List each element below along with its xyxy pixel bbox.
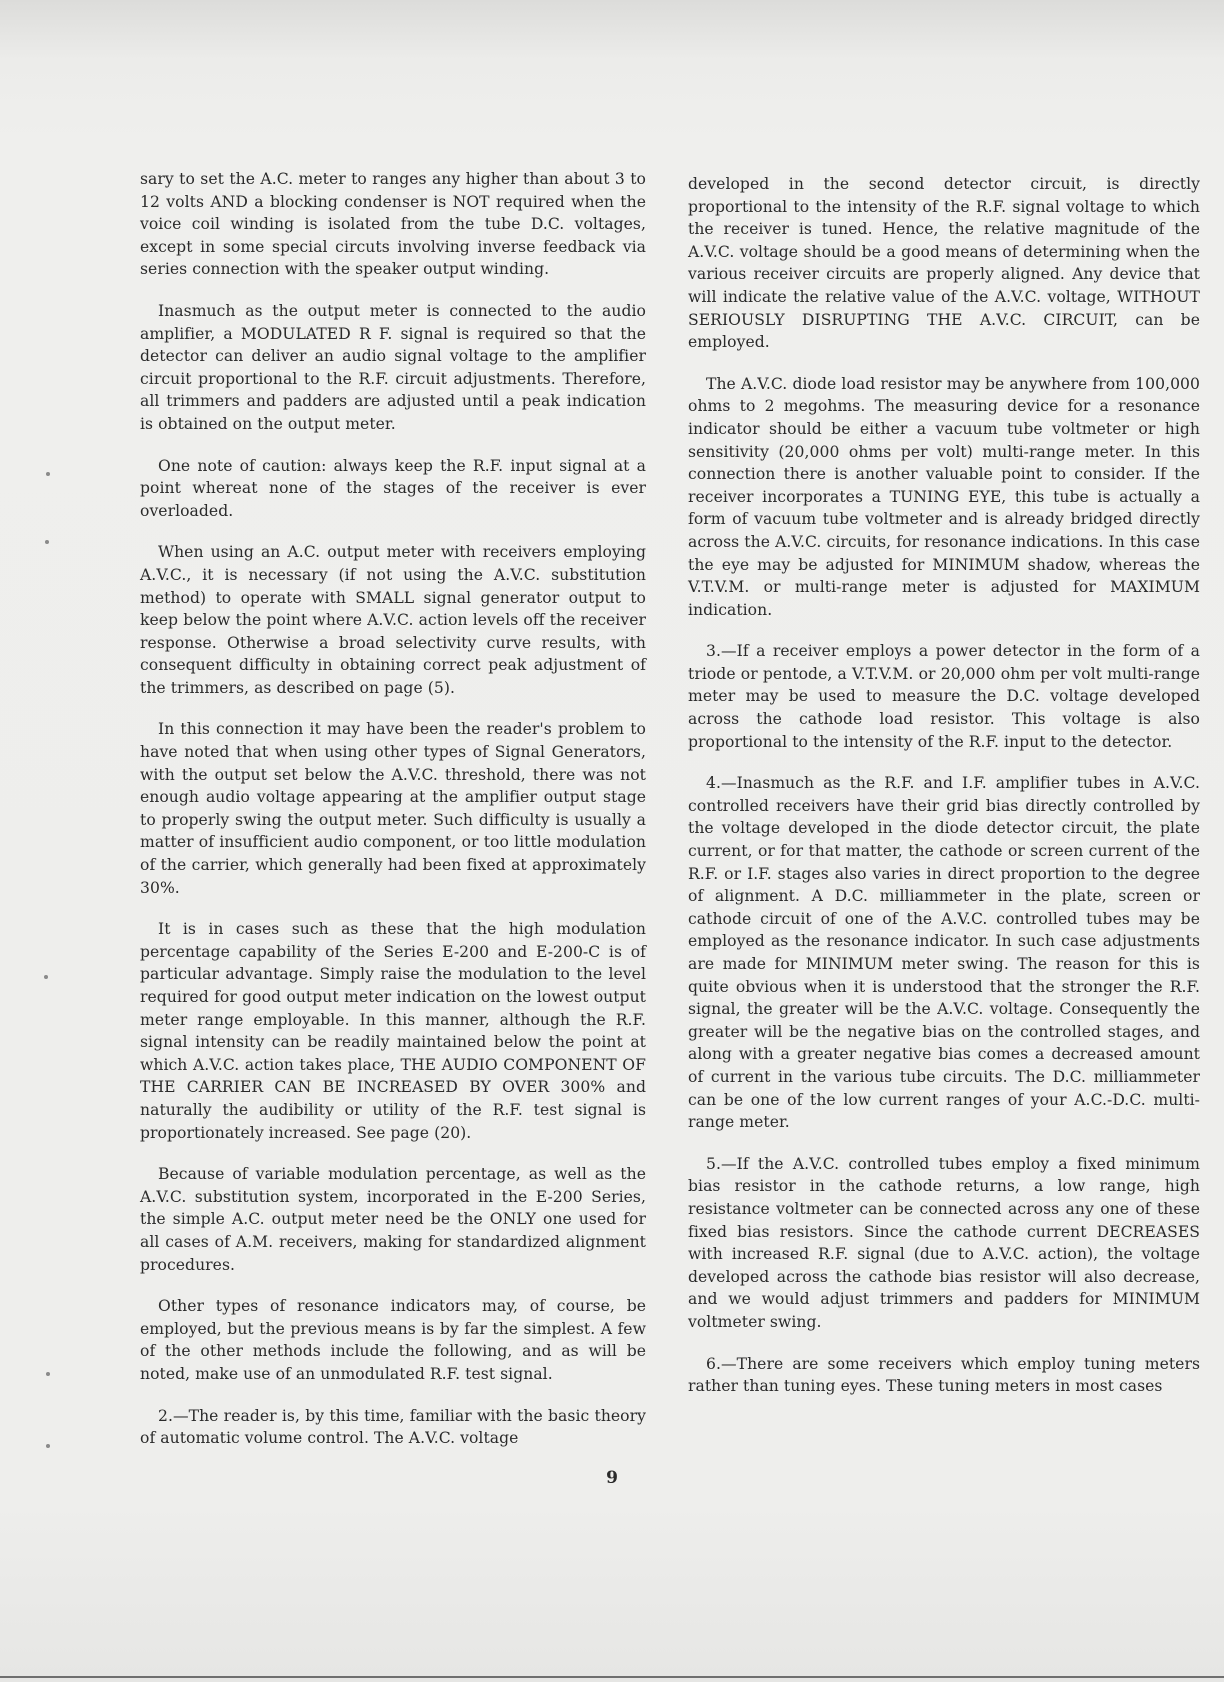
paragraph: The A.V.C. diode load resistor may be anywhere from 100,000 ohms to 2 megohms. The measuring device for a resonance indicator should be either a vacuum tube voltmeter or high sensitivity (20,000 ohms per volt) multi-range meter. In this connection there is another valuable point to consider. If the receiver incorporates a TUNING EYE, this tube is actually a form of vacuum tube voltmeter and is already bridged directly across the A.V.C. circuits, for resonance indications. In this case the eye may be adjusted for MINIMUM shadow, whereas the V.T.V.M. or multi-range meter is adjusted for MAXIMUM indication. (688, 374, 1200, 619)
page-number: 9 (606, 1468, 618, 1488)
bottom-edge-line (0, 1676, 1224, 1678)
paragraph: 6.—There are some receivers which employ tuning meters rather than tuning eyes. These tuning meters in most cases (688, 1354, 1200, 1396)
paragraph: In this connection it may have been the reader's problem to have noted that when using other types of Signal Generators, with the output set below the A.V.C. threshold, there was not enough audio voltage appearing at the amplifier output stage to properly swing the output meter. Such difficulty is usually a matter of insufficient audio component, or too little modulation of the carrier, which generally had been fixed at approximately 30%. (140, 720, 646, 897)
paragraph: When using an A.C. output meter with receivers employing A.V.C., it is necessary (if not using the A.V.C. substitution method) to operate with SMALL signal generator output to keep below the point where A.V.C. action levels off the receiver response. Otherwise a broad selectivity curve results, with consequent difficulty in obtaining correct peak adjustment of the trimmers, as described on page (5). (140, 543, 646, 697)
paragraph: Other types of resonance indicators may, of course, be employed, but the previous means is by far the simplest. A few of the other methods include the following, and as will be noted, make use of an unmodulated R.F. test signal. (140, 1297, 646, 1383)
paragraph: It is in cases such as these that the high modulation percentage capability of the Series E-200 and E-200-C is of particular advantage. Simply raise the modulation to the level required for good output meter indication on the lowest output meter range employable. In this manner, although the R.F. signal intensity can be readily maintained below the point at which A.V.C. action takes place, THE AUDIO COMPONENT OF THE CARRIER CAN BE INCREASED BY OVER 300% and naturally the audibility or utility of the R.F. test signal is proportionately increased. See page (20). (140, 920, 646, 1142)
scan-speck (44, 975, 48, 979)
paragraph: sary to set the A.C. meter to ranges any higher than about 3 to 12 volts AND a blocking condenser is NOT required when the voice coil winding is isolated from the tube D.C. voltages, except in some special circuts involving inverse feedback via series connection with the speaker output winding. (140, 170, 646, 279)
right-column (688, 173, 1200, 1417)
paragraph: developed in the second detector circuit, is directly proportional to the intensity of the R.F. signal voltage to which the receiver is tuned. Hence, the relative magnitude of the A.V.C. voltage should be a good means of determining when the various receiver circuits are properly aligned. Any device that will indicate the relative value of the A.V.C. voltage, WITHOUT SERIOUSLY DISRUPTING THE A.V.C. CIRCUIT, can be employed. (688, 175, 1200, 352)
paragraph: Inasmuch as the output meter is connected to the audio amplifier, a MODULATED R F. signal is required so that the detector can deliver an audio signal voltage to the amplifier circuit proportional to the R.F. circuit adjustments. Therefore, all trimmers and padders are adjusted until a peak indication is obtained on the output meter. (140, 301, 646, 433)
scan-speck (45, 540, 49, 544)
paragraph: 5.—If the A.V.C. controlled tubes employ a fixed minimum bias resistor in the cathode returns, a low range, high resistance voltmeter can be connected across any one of these fixed bias resistors. Since the cathode current DECREASES with increased R.F. signal (due to A.V.C. action), the voltage developed across the cathode bias resistor will also decrease, and we would adjust trimmers and padders for MINIMUM voltmeter swing. (688, 1154, 1200, 1331)
scan-speck (46, 1372, 50, 1376)
scan-speck (46, 1444, 50, 1448)
paragraph: Because of variable modulation percentage, as well as the A.V.C. substitution system, incorporated in the E-200 Series, the simple A.C. output meter need be the ONLY one used for all cases of A.M. receivers, making for standardized alignment procedures. (140, 1165, 646, 1274)
paragraph: 2.—The reader is, by this time, familiar with the basic theory of automatic volume control. The A.V.C. voltage (140, 1406, 646, 1448)
paragraph: 4.—Inasmuch as the R.F. and I.F. amplifier tubes in A.V.C. controlled receivers have their grid bias directly controlled by the voltage developed in the diode detector circuit, the plate current, or for that matter, the cathode or screen current of the R.F. or I.F. stages also varies in direct proportion to the degree of alignment. A D.C. milliammeter in the plate, screen or cathode circuit of one of the A.V.C. controlled tubes may be employed as the resonance indicator. In such case adjustments are made for MINIMUM meter swing. The reason for this is quite obvious when it is understood that the stronger the R.F. signal, the greater will be the A.V.C. voltage. Consequently the greater will be the negative bias on the controlled stages, and along with a greater negative bias comes a decreased amount of current in the various tube circuits. The D.C. milliammeter can be one of the low current ranges of your A.C.-D.C. multi-range meter. (688, 774, 1200, 1132)
scan-speck (46, 472, 50, 476)
paragraph: One note of caution: always keep the R.F. input signal at a point whereat none of the stages of the receiver is ever overloaded. (140, 456, 646, 520)
left-column (140, 168, 646, 1469)
paragraph: 3.—If a receiver employs a power detector in the form of a triode or pentode, a V.T.V.M. or 20,000 ohm per volt multi-range meter may be used to measure the D.C. voltage developed across the cathode load resistor. This voltage is also proportional to the intensity of the R.F. input to the detector. (688, 642, 1200, 751)
